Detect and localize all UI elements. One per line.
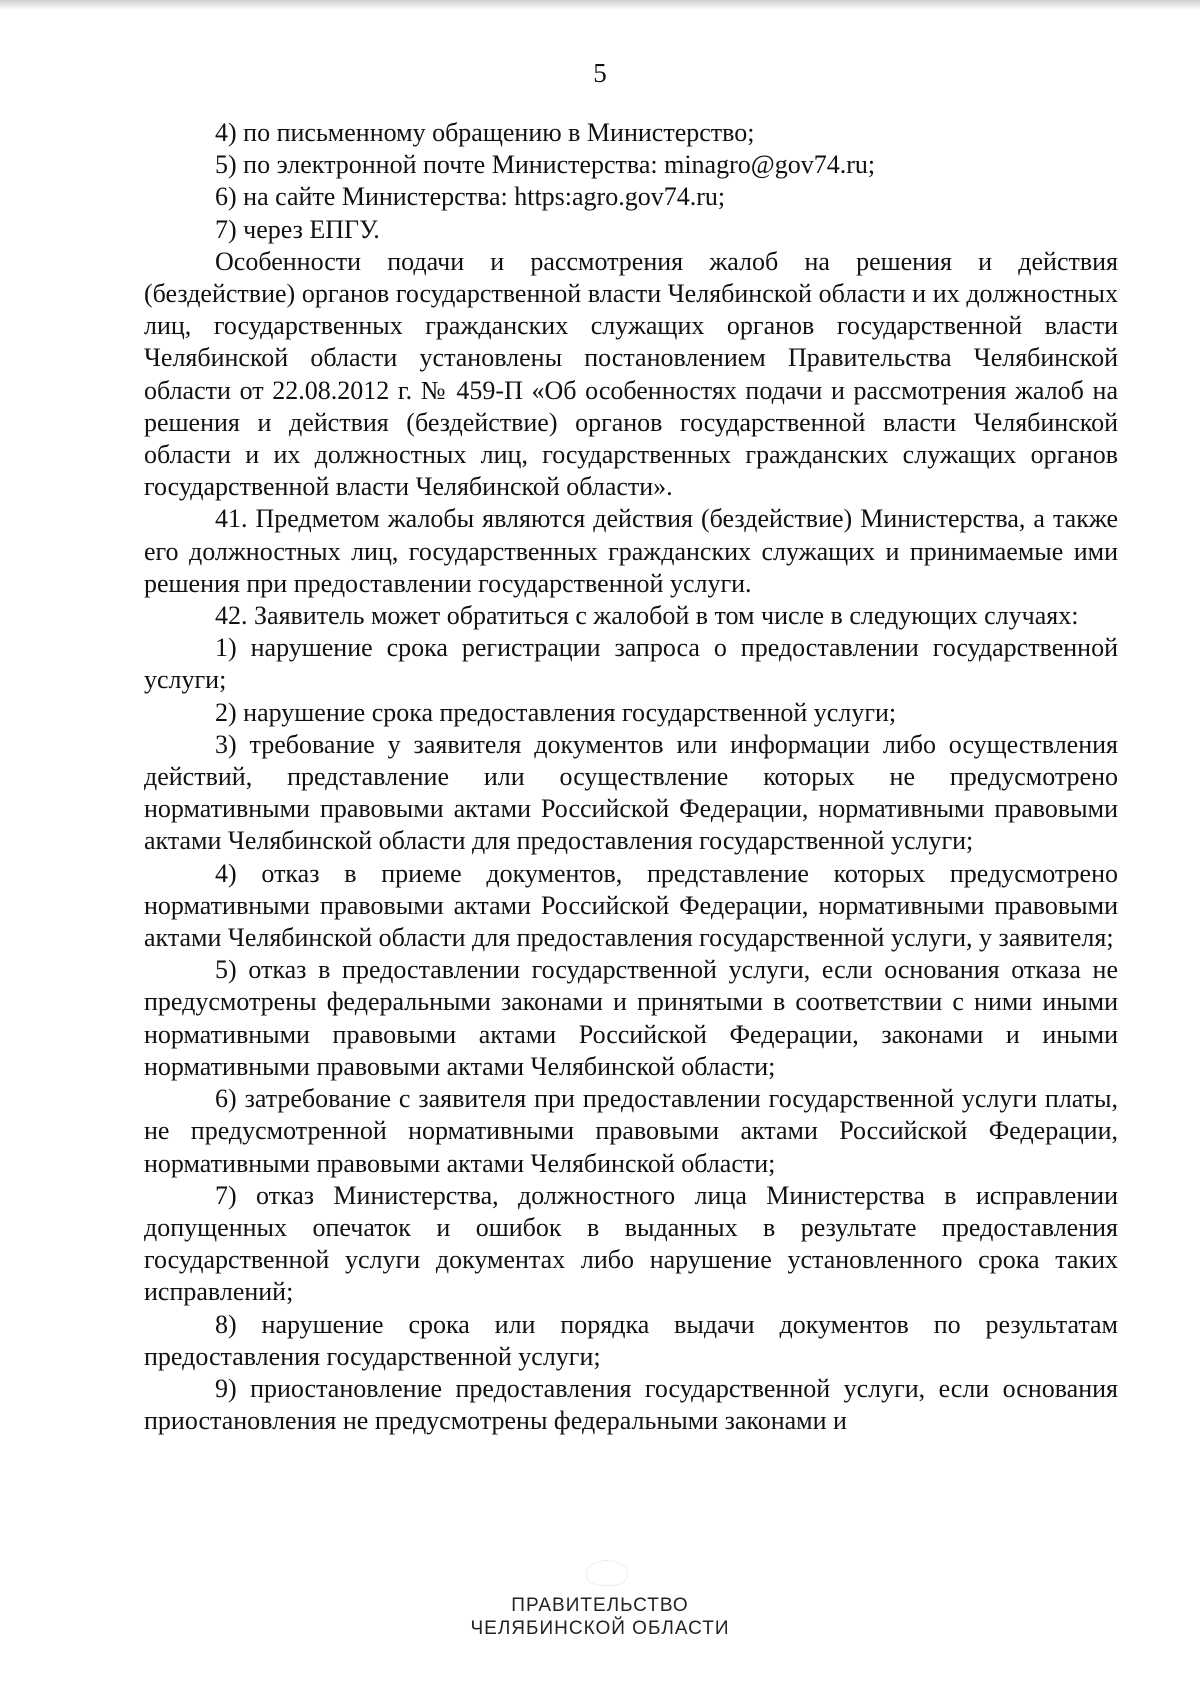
case-item-3: 3) требование у заявителя документов или информации либо осуществления действий, представление или осуществление которых не предусмотрено нормативными правовыми актами Российской Федерации, нормативными правовыми актами Челябинской области для предоставления государственной услуги; [144, 729, 1118, 856]
paragraph-41: 41. Предметом жалобы являются действия (бездействие) Министерства, а также его должностных лиц, государственных гражданских служащих и принимаемые ими решения при предоставлении государственной услуги. [144, 504, 1118, 598]
case-item-8: 8) нарушение срока или порядка выдачи документов по результатам предоставления государственной услуги; [144, 1309, 1118, 1371]
case-item-1: 1) нарушение срока регистрации запроса о предоставлении государственной услуги; [144, 633, 1118, 695]
case-item-4: 4) отказ в приеме документов, представление которых предусмотрено нормативными правовыми актами Российской Федерации, нормативными правовыми актами Челябинской области для предоставления государственной услуги, у заявителя; [144, 858, 1118, 953]
list-item-website: 6) на сайте Министерства: https:agro.gov74.ru; [215, 182, 726, 212]
case-item-7: 7) отказ Министерства, должностного лица Министерства в исправлении допущенных опечаток и ошибок в выданных в результате предоставления государственной услуги документах либо нарушение установленного срока таких исправлений; [144, 1180, 1118, 1307]
scan-edge [0, 0, 1200, 10]
paragraph-42: 42. Заявитель может обратиться с жалобой в том числе в следующих случаях: [215, 601, 1079, 631]
case-item-2: 2) нарушение срока предоставления государственной услуги; [215, 697, 897, 727]
paragraph-complaint-features: Особенности подачи и рассмотрения жалоб на решения и действия (бездействие) органов государственной власти Челябинской области и их должностных лиц, государственных гражданских служащих органов государственной власти Челябинской области установлены постановлением Правительства Челябинской области от 22.08.2012 г. № 459-П «Об особенностях подачи и рассмотрения жалоб на решения и действия (бездействие) органов государственной власти Челябинской области и их должностных лиц, государственных гражданских служащих органов государственной власти Челябинской области». [144, 246, 1118, 502]
list-item-email: 5) по электронной почте Министерства: minagro@gov74.ru; [215, 150, 876, 180]
page-number: 5 [593, 58, 607, 88]
stamp-line-1: ПРАВИТЕЛЬСТВО [511, 1595, 689, 1616]
government-stamp [0, 1594, 1200, 1640]
case-item-9: 9) приостановление предоставления государственной услуги, если основания приостановления не предусмотрены федеральными законами и [144, 1373, 1118, 1436]
case-item-5: 5) отказ в предоставлении государственной услуги, если основания отказа не предусмотрены федеральными законами и принятыми в соответствии с ними иными нормативными правовыми актами Российской Федерации, законами и иными нормативными правовыми актами Челябинской области; [144, 955, 1118, 1081]
case-item-6: 6) затребование с заявителя при предоставлении государственной услуги платы, не предусмотренной нормативными правовыми актами Российской Федерации, нормативными правовыми актами Челябинской области; [144, 1084, 1118, 1178]
list-item-epgu: 7) через ЕПГУ. [215, 214, 380, 244]
list-item-written-appeal: 4) по письменному обращению в Министерство; [215, 118, 755, 147]
stamp-line-2: ЧЕЛЯБИНСКОЙ ОБЛАСТИ [470, 1618, 730, 1639]
document-body [144, 117, 1118, 1437]
emblem-watermark [586, 1560, 628, 1586]
